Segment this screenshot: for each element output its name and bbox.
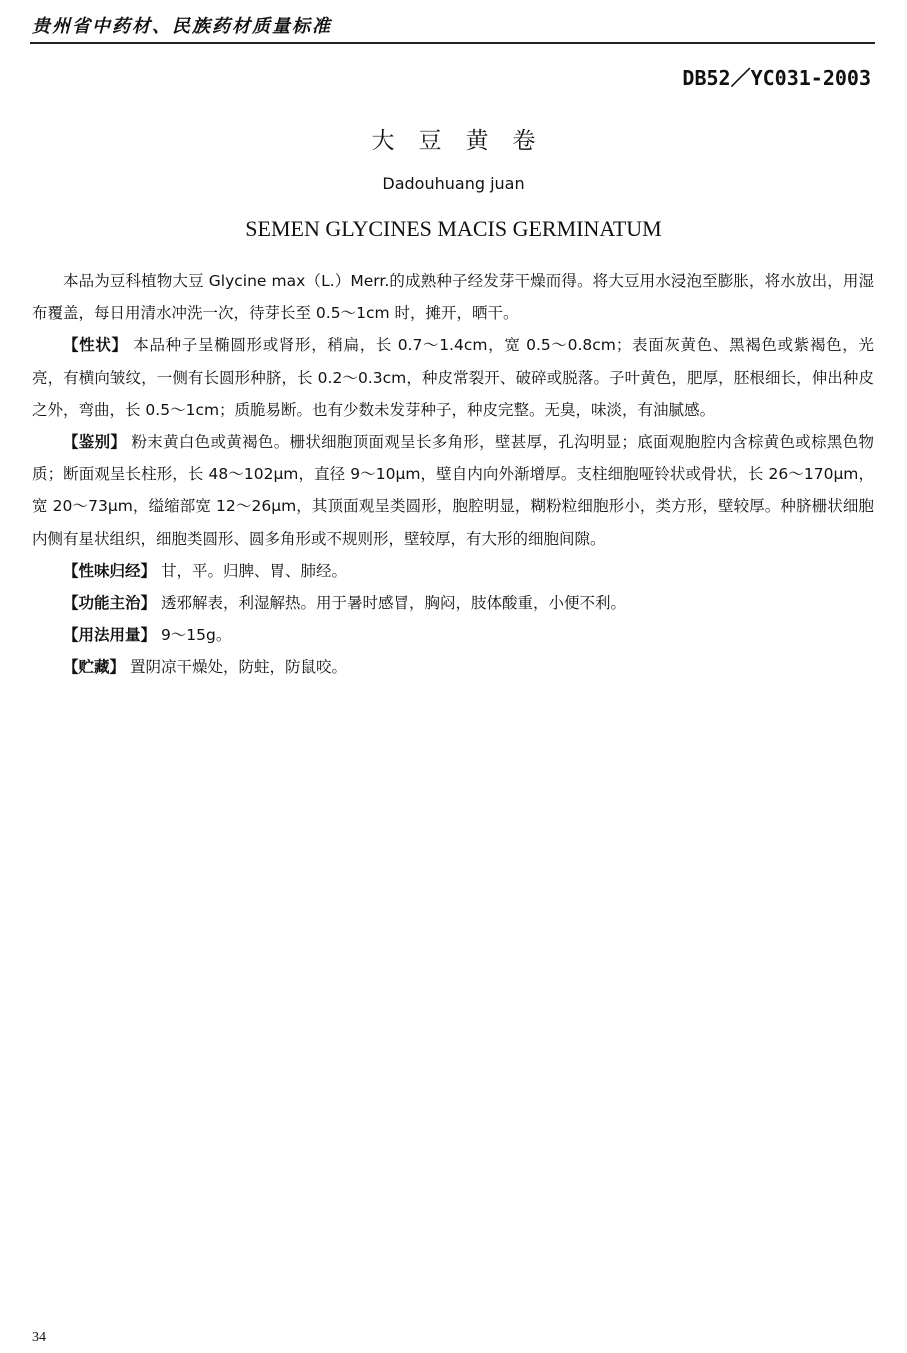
storage-paragraph (32, 651, 874, 683)
nature-paragraph (32, 555, 874, 587)
dosage-label: 【用法用量】 (63, 626, 157, 645)
intro-paragraph: 本品为豆科植物大豆 Glycine max（L.）Merr.的成熟种子经发芽干燥而得。将大豆用水浸泡至膨胀，将水放出，用湿布覆盖，每日用清水冲洗一次，待芽长至 0.5～1cm 时，摊开，晒干。 (32, 272, 874, 323)
description-text: 本品种子呈椭圆形或肾形，稍扁，长 0.7～1.4cm，宽 0.5～0.8cm；表面灰黄色、黑褐色或紫褐色，光亮，有横向皱纹，一侧有长圆形种脐，长 0.2～0.3cm，种皮常裂开、破碎或脱落。子叶黄色，肥厚，胚根细长，伸出种皮之外，弯曲，长 0.5～1cm；质脆易断。也有少数未发芽种子，种皮完整。无臭，味淡，有油腻感。 (32, 336, 874, 419)
function-paragraph (32, 587, 874, 619)
description-paragraph (32, 329, 874, 426)
title-chinese: 大豆黄卷 (371, 128, 560, 154)
document-body (32, 265, 874, 684)
storage-text: 置阴凉干燥处，防蛀，防鼠咬。 (125, 658, 347, 677)
nature-label: 【性味归经】 (63, 561, 157, 580)
identification-text: 粉末黄白色或黄褐色。栅状细胞顶面观呈长多角形，壁甚厚，孔沟明显；底面观胞腔内含棕黄色或棕黑色物质；断面观呈长柱形，长 48～102μm，直径 9～10μm，壁自内向外渐增厚。支柱细胞哑铃状或骨状，长 26～170μm，宽 20～73μm，缢缩部宽 12～26μm，其顶面观呈类圆形，胞腔明显，糊粉粒细胞形小，类方形，壁较厚。种脐栅状细胞内侧有星状组织，细胞类圆形、圆多角形或不规则形，壁较厚，有大形的细胞间隙。 (32, 433, 874, 548)
nature-text: 甘，平。归脾、胃、肺经。 (156, 561, 347, 580)
dosage-paragraph (32, 619, 874, 651)
page-number: 34 (32, 1330, 46, 1345)
header-rule (30, 42, 875, 44)
identification-paragraph (32, 426, 874, 555)
function-text: 透邪解表，利湿解热。用于暑时感冒，胸闷，肢体酸重，小便不利。 (156, 594, 626, 613)
storage-label: 【贮藏】 (63, 658, 126, 677)
standard-code: DB52／YC031-2003 (682, 66, 871, 90)
title-pinyin: Dadouhuang juan (382, 174, 525, 193)
running-header-title: 贵州省中药材、民族药材质量标准 (32, 16, 332, 37)
function-label: 【功能主治】 (63, 594, 157, 613)
description-label: 【性状】 (63, 336, 128, 355)
title-latin: SEMEN GLYCINES MACIS GERMINATUM (245, 216, 662, 241)
dosage-text: 9～15g。 (156, 626, 232, 645)
identification-label: 【鉴别】 (63, 433, 127, 452)
